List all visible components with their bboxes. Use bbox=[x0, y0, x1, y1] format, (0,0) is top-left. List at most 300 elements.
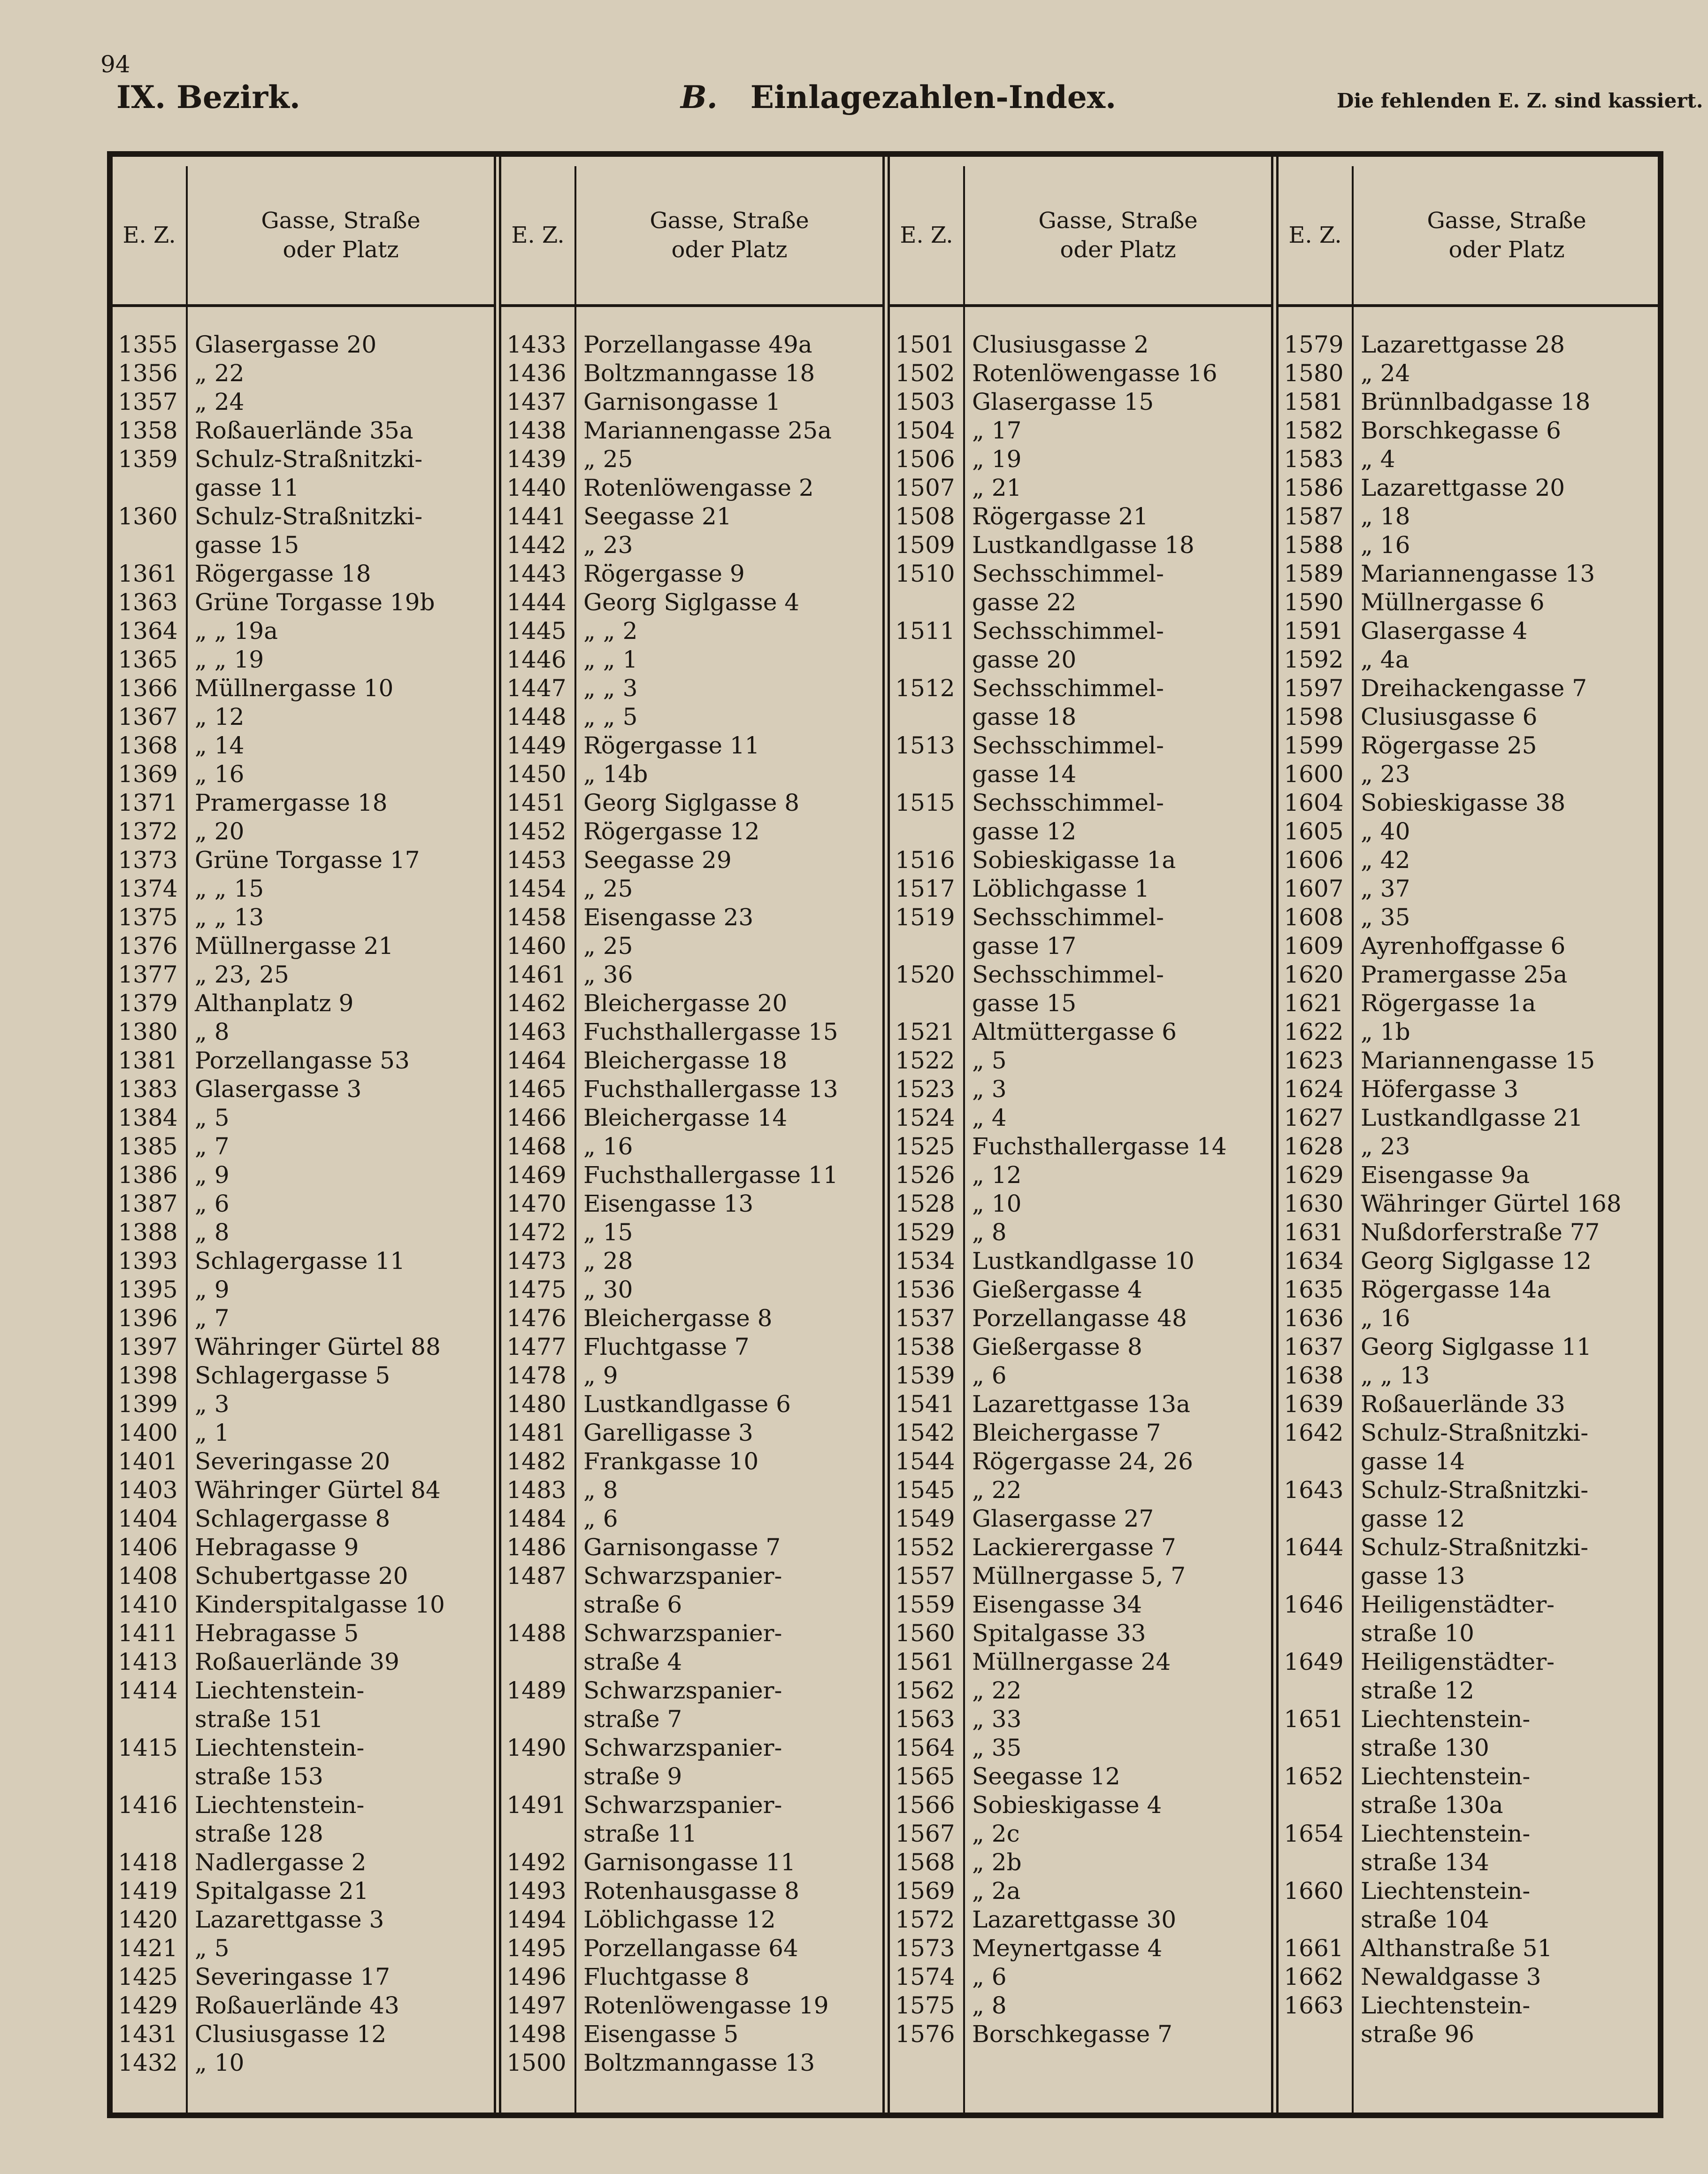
street-name: Lazarettgasse 28 bbox=[1361, 331, 1565, 358]
list-item bbox=[890, 1648, 1271, 1676]
street-name: „ 1 bbox=[195, 1419, 230, 1446]
ez-number: 1440 bbox=[506, 474, 567, 501]
street-name: Sechsschimmel- gasse 18 bbox=[972, 675, 1164, 730]
list-item bbox=[501, 1333, 882, 1361]
street-name: Bleichergasse 14 bbox=[583, 1104, 788, 1131]
list-item bbox=[1279, 359, 1660, 388]
list-item bbox=[1279, 1075, 1660, 1104]
list-item bbox=[113, 1218, 494, 1247]
list-item bbox=[890, 474, 1271, 502]
list-item bbox=[113, 388, 494, 416]
street-name: „ 16 bbox=[1361, 531, 1410, 559]
list-item bbox=[113, 1046, 494, 1075]
list-item bbox=[501, 1275, 882, 1304]
street-name: „ 5 bbox=[195, 1935, 230, 1962]
list-item bbox=[113, 645, 494, 674]
street-name: „ 6 bbox=[195, 1190, 230, 1217]
ez-number: 1651 bbox=[1284, 1705, 1344, 1733]
ez-number: 1460 bbox=[506, 932, 567, 960]
street-name: Liechtenstein- straße 151 bbox=[195, 1677, 365, 1733]
street-name: Althanplatz 9 bbox=[195, 990, 354, 1017]
list-item bbox=[1279, 560, 1660, 588]
list-item bbox=[1279, 1275, 1660, 1304]
list-item bbox=[113, 330, 494, 359]
list-item bbox=[890, 875, 1271, 903]
list-item bbox=[890, 1447, 1271, 1476]
list-item bbox=[113, 1247, 494, 1275]
list-item bbox=[1279, 1190, 1660, 1218]
ez-number: 1477 bbox=[506, 1333, 567, 1360]
street-name: „ 22 bbox=[972, 1677, 1022, 1704]
ez-number: 1439 bbox=[506, 446, 567, 473]
street-name: „ 15 bbox=[583, 1219, 633, 1246]
list-item bbox=[1279, 1963, 1660, 1991]
ez-number: 1508 bbox=[895, 503, 955, 530]
street-name: Löblichgasse 1 bbox=[972, 875, 1149, 902]
list-item bbox=[113, 875, 494, 903]
street-name: Porzellangasse 64 bbox=[583, 1935, 798, 1962]
list-item bbox=[1279, 1390, 1660, 1419]
list-item bbox=[890, 1075, 1271, 1104]
list-item bbox=[1279, 330, 1660, 359]
street-name: „ 9 bbox=[195, 1161, 230, 1189]
street-name: Schulz-Straßnitzki- gasse 13 bbox=[1361, 1534, 1589, 1590]
ez-number: 1576 bbox=[895, 2020, 955, 2048]
street-name: Sobieskigasse 4 bbox=[972, 1791, 1162, 1819]
list-item bbox=[890, 1562, 1271, 1590]
ez-number: 1608 bbox=[1284, 904, 1344, 931]
street-name: „ 24 bbox=[1361, 360, 1410, 387]
ez-number: 1521 bbox=[895, 1018, 955, 1045]
ez-number: 1510 bbox=[895, 560, 955, 587]
ez-number: 1481 bbox=[506, 1419, 567, 1446]
list-item bbox=[501, 1132, 882, 1161]
ez-number: 1562 bbox=[895, 1677, 955, 1704]
street-name: Sechsschimmel- gasse 17 bbox=[972, 904, 1164, 960]
ez-number: 1520 bbox=[895, 961, 955, 988]
list-item bbox=[113, 1963, 494, 1991]
ez-number: 1433 bbox=[506, 331, 567, 358]
list-item bbox=[501, 703, 882, 731]
ez-number: 1482 bbox=[506, 1448, 567, 1475]
street-name: Sechsschimmel- gasse 15 bbox=[972, 961, 1164, 1017]
street-name: „ 9 bbox=[195, 1276, 230, 1303]
list-item bbox=[501, 1247, 882, 1275]
list-item bbox=[890, 1791, 1271, 1820]
list-item bbox=[501, 1562, 882, 1619]
ez-number: 1561 bbox=[895, 1648, 955, 1675]
street-name: „ 6 bbox=[972, 1963, 1007, 1990]
street-name: Hebragasse 5 bbox=[195, 1620, 359, 1647]
ez-number: 1466 bbox=[506, 1104, 567, 1131]
ez-number: 1541 bbox=[895, 1390, 955, 1418]
list-item bbox=[501, 588, 882, 617]
list-item bbox=[1279, 846, 1660, 875]
street-name: Glasergasse 15 bbox=[972, 388, 1154, 415]
ez-number: 1388 bbox=[118, 1219, 178, 1246]
street-name: Seegasse 12 bbox=[972, 1763, 1120, 1790]
street-name: Clusiusgasse 12 bbox=[195, 2020, 387, 2048]
ez-number: 1451 bbox=[506, 789, 567, 816]
street-name: Fluchtgasse 8 bbox=[583, 1963, 750, 1990]
ez-number: 1622 bbox=[1284, 1018, 1344, 1045]
street-name: Boltzmanngasse 18 bbox=[583, 360, 815, 387]
street-name: Liechtenstein- straße 134 bbox=[1361, 1820, 1531, 1876]
ez-number: 1448 bbox=[506, 703, 567, 730]
street-name: Rotenlöwengasse 16 bbox=[972, 360, 1218, 387]
street-name: Gießergasse 4 bbox=[972, 1276, 1142, 1303]
street-name: Währinger Gürtel 84 bbox=[195, 1476, 441, 1504]
section-divider bbox=[494, 157, 501, 2113]
list-item bbox=[1279, 674, 1660, 703]
ez-number: 1469 bbox=[506, 1161, 567, 1189]
ez-number: 1396 bbox=[118, 1305, 178, 1332]
ez-number: 1522 bbox=[895, 1047, 955, 1074]
column-header-ez: E. Z. bbox=[501, 166, 576, 304]
list-item bbox=[113, 1161, 494, 1190]
street-name: Höfergasse 3 bbox=[1361, 1075, 1519, 1103]
list-item bbox=[113, 1476, 494, 1505]
list-item bbox=[113, 1562, 494, 1590]
street-name: „ 2c bbox=[972, 1820, 1020, 1847]
ez-number: 1372 bbox=[118, 818, 178, 845]
street-name: Rögergasse 18 bbox=[195, 560, 371, 587]
list-item bbox=[1279, 760, 1660, 789]
street-name: Schlagergasse 11 bbox=[195, 1247, 405, 1275]
street-name: Lustkandlgasse 21 bbox=[1361, 1104, 1583, 1131]
list-item bbox=[113, 1991, 494, 2020]
list-item bbox=[1279, 617, 1660, 645]
list-item bbox=[113, 1190, 494, 1218]
list-item bbox=[113, 731, 494, 760]
street-name: „ „ 3 bbox=[583, 675, 638, 702]
list-item bbox=[113, 1333, 494, 1361]
street-name: Schlagergasse 5 bbox=[195, 1362, 391, 1389]
list-item bbox=[113, 1104, 494, 1132]
ez-number: 1501 bbox=[895, 331, 955, 358]
list-item bbox=[1279, 1762, 1660, 1820]
table-section bbox=[1279, 157, 1660, 2113]
list-item bbox=[890, 846, 1271, 875]
ez-number: 1524 bbox=[895, 1104, 955, 1131]
list-item bbox=[501, 2020, 882, 2049]
list-item bbox=[890, 617, 1271, 674]
list-item bbox=[501, 875, 882, 903]
ez-number: 1419 bbox=[118, 1877, 178, 1905]
ez-number: 1472 bbox=[506, 1219, 567, 1246]
ez-number: 1413 bbox=[118, 1648, 178, 1675]
street-name: Müllnergasse 6 bbox=[1361, 589, 1545, 616]
list-item bbox=[1279, 703, 1660, 731]
list-item bbox=[1279, 531, 1660, 560]
list-item bbox=[501, 1447, 882, 1476]
street-name: Rotenhausgasse 8 bbox=[583, 1877, 799, 1905]
street-name: „ 8 bbox=[583, 1476, 618, 1504]
street-name: „ 8 bbox=[972, 1992, 1007, 2019]
street-name: Clusiusgasse 2 bbox=[972, 331, 1149, 358]
list-item bbox=[501, 560, 882, 588]
index-table bbox=[107, 151, 1663, 2118]
ez-number: 1575 bbox=[895, 1992, 955, 2019]
section-heading bbox=[681, 79, 1116, 115]
ez-number: 1450 bbox=[506, 761, 567, 788]
ez-number: 1395 bbox=[118, 1276, 178, 1303]
list-item bbox=[890, 1934, 1271, 1963]
ez-number: 1385 bbox=[118, 1133, 178, 1160]
ez-number: 1581 bbox=[1284, 388, 1344, 415]
ez-number: 1397 bbox=[118, 1333, 178, 1360]
ez-number: 1572 bbox=[895, 1906, 955, 1933]
list-item bbox=[113, 1075, 494, 1104]
street-name: Rotenlöwengasse 2 bbox=[583, 474, 814, 501]
list-item bbox=[1279, 588, 1660, 617]
ez-number: 1586 bbox=[1284, 474, 1344, 501]
ez-number: 1644 bbox=[1284, 1534, 1344, 1561]
ez-number: 1374 bbox=[118, 875, 178, 902]
list-item bbox=[1279, 903, 1660, 932]
ez-number: 1583 bbox=[1284, 446, 1344, 473]
ez-number: 1609 bbox=[1284, 932, 1344, 960]
list-item bbox=[501, 1676, 882, 1734]
ez-number: 1355 bbox=[118, 331, 178, 358]
street-name: „ 35 bbox=[1361, 904, 1410, 931]
street-name: Roßauerlände 43 bbox=[195, 1992, 399, 2019]
street-name: „ 5 bbox=[972, 1047, 1007, 1074]
ez-number: 1488 bbox=[506, 1620, 567, 1647]
list-item bbox=[113, 703, 494, 731]
ez-number: 1441 bbox=[506, 503, 567, 530]
list-item bbox=[1279, 1590, 1660, 1648]
list-item bbox=[113, 674, 494, 703]
street-name: Brünnlbadgasse 18 bbox=[1361, 388, 1591, 415]
list-item bbox=[113, 359, 494, 388]
list-item bbox=[1279, 474, 1660, 502]
street-name: „ 22 bbox=[972, 1476, 1022, 1504]
list-item bbox=[1279, 960, 1660, 989]
street-name: „ 22 bbox=[195, 360, 245, 387]
street-name: Roßauerlände 35a bbox=[195, 417, 414, 444]
list-item bbox=[1279, 731, 1660, 760]
list-item bbox=[890, 903, 1271, 960]
ez-number: 1489 bbox=[506, 1677, 567, 1704]
street-name: Borschkegasse 6 bbox=[1361, 417, 1561, 444]
ez-number: 1636 bbox=[1284, 1305, 1344, 1332]
list-item bbox=[113, 1619, 494, 1648]
street-name: Rögergasse 25 bbox=[1361, 732, 1537, 759]
street-name: Georg Siglgasse 12 bbox=[1361, 1247, 1592, 1275]
section-title: Einlagezahlen-Index. bbox=[750, 79, 1117, 115]
ez-number: 1545 bbox=[895, 1476, 955, 1504]
ez-number: 1367 bbox=[118, 703, 178, 730]
street-name: Müllnergasse 5, 7 bbox=[972, 1562, 1186, 1590]
ez-number: 1463 bbox=[506, 1018, 567, 1045]
street-name: Spitalgasse 33 bbox=[972, 1620, 1146, 1647]
street-name: Schulz-Straßnitzki- gasse 15 bbox=[195, 503, 423, 559]
ez-number: 1627 bbox=[1284, 1104, 1344, 1131]
street-name: Schwarzspanier- straße 11 bbox=[583, 1791, 782, 1847]
ez-number: 1398 bbox=[118, 1362, 178, 1389]
ez-number: 1573 bbox=[895, 1935, 955, 1962]
street-name: „ 8 bbox=[195, 1018, 230, 1045]
street-name: „ 14 bbox=[195, 732, 245, 759]
ez-number: 1420 bbox=[118, 1906, 178, 1933]
ez-number: 1496 bbox=[506, 1963, 567, 1990]
street-name: Roßauerlände 33 bbox=[1361, 1390, 1565, 1418]
list-item bbox=[501, 531, 882, 560]
list-item bbox=[1279, 445, 1660, 474]
ez-number: 1406 bbox=[118, 1534, 178, 1561]
street-name: „ 12 bbox=[195, 703, 245, 730]
list-item bbox=[1279, 1304, 1660, 1333]
list-item bbox=[1279, 989, 1660, 1018]
list-item bbox=[890, 1361, 1271, 1390]
ez-number: 1365 bbox=[118, 646, 178, 673]
street-name: „ 23 bbox=[1361, 761, 1410, 788]
ez-number: 1592 bbox=[1284, 646, 1344, 673]
street-name: Glasergasse 27 bbox=[972, 1505, 1154, 1532]
cancelled-note: Die fehlenden E. Z. sind kassiert. bbox=[1337, 89, 1703, 112]
street-name: Lazarettgasse 13a bbox=[972, 1390, 1190, 1418]
street-name: Schulz-Straßnitzki- gasse 14 bbox=[1361, 1419, 1589, 1475]
list-item bbox=[890, 1505, 1271, 1533]
street-name: Liechtenstein- straße 104 bbox=[1361, 1877, 1531, 1933]
ez-number: 1432 bbox=[118, 2049, 178, 2076]
street-name: Nadlergasse 2 bbox=[195, 1849, 367, 1876]
ez-number: 1663 bbox=[1284, 1992, 1344, 2019]
list-item bbox=[1279, 1705, 1660, 1762]
list-item bbox=[113, 1590, 494, 1619]
ez-number: 1484 bbox=[506, 1505, 567, 1532]
street-name: „ 30 bbox=[583, 1276, 633, 1303]
ez-number: 1491 bbox=[506, 1791, 567, 1819]
ez-number: 1446 bbox=[506, 646, 567, 673]
street-name: Währinger Gürtel 168 bbox=[1361, 1190, 1622, 1217]
ez-number: 1544 bbox=[895, 1448, 955, 1475]
street-name: Liechtenstein- straße 153 bbox=[195, 1734, 365, 1790]
ez-number: 1476 bbox=[506, 1305, 567, 1332]
ez-number: 1652 bbox=[1284, 1763, 1344, 1790]
list-item bbox=[890, 1705, 1271, 1734]
ez-number: 1569 bbox=[895, 1877, 955, 1905]
street-name: „ 3 bbox=[972, 1075, 1007, 1103]
street-name: Schwarzspanier- straße 7 bbox=[583, 1677, 782, 1733]
ez-number: 1447 bbox=[506, 675, 567, 702]
ez-number: 1363 bbox=[118, 589, 178, 616]
ez-number: 1361 bbox=[118, 560, 178, 587]
street-name: „ 21 bbox=[972, 474, 1022, 501]
list-item bbox=[890, 2020, 1271, 2049]
list-item bbox=[1279, 1104, 1660, 1132]
ez-number: 1537 bbox=[895, 1305, 955, 1332]
ez-number: 1373 bbox=[118, 846, 178, 874]
street-name: Schwarzspanier- straße 6 bbox=[583, 1562, 782, 1618]
ez-number: 1513 bbox=[895, 732, 955, 759]
ez-number: 1587 bbox=[1284, 503, 1344, 530]
ez-number: 1393 bbox=[118, 1247, 178, 1275]
street-name: Fuchsthallergasse 11 bbox=[583, 1161, 838, 1189]
street-name: Schulz-Straßnitzki- gasse 12 bbox=[1361, 1476, 1589, 1532]
street-name: „ 20 bbox=[195, 818, 245, 845]
street-name: Garnisongasse 7 bbox=[583, 1534, 781, 1561]
list-item bbox=[501, 617, 882, 645]
street-name: Severingasse 20 bbox=[195, 1448, 391, 1475]
street-name: „ 25 bbox=[583, 875, 633, 902]
street-name: Lustkandlgasse 18 bbox=[972, 531, 1195, 559]
street-name: „ 42 bbox=[1361, 846, 1410, 874]
ez-number: 1588 bbox=[1284, 531, 1344, 559]
street-name: Fluchtgasse 7 bbox=[583, 1333, 750, 1360]
list-item bbox=[113, 502, 494, 560]
list-item bbox=[501, 1390, 882, 1419]
list-item bbox=[501, 846, 882, 875]
list-item bbox=[890, 1590, 1271, 1619]
street-name: Bleichergasse 7 bbox=[972, 1419, 1161, 1446]
ez-number: 1628 bbox=[1284, 1133, 1344, 1160]
ez-number: 1403 bbox=[118, 1476, 178, 1504]
list-item bbox=[501, 1419, 882, 1447]
ez-number: 1408 bbox=[118, 1562, 178, 1590]
ez-number: 1401 bbox=[118, 1448, 178, 1475]
list-item bbox=[501, 1476, 882, 1505]
street-name: Meynertgasse 4 bbox=[972, 1935, 1163, 1962]
list-item bbox=[113, 760, 494, 789]
street-name: Glasergasse 20 bbox=[195, 331, 377, 358]
table-section bbox=[890, 157, 1271, 2113]
street-name: Sobieskigasse 38 bbox=[1361, 789, 1566, 816]
street-name: Georg Siglgasse 11 bbox=[1361, 1333, 1592, 1360]
street-name: Rögergasse 11 bbox=[583, 732, 760, 759]
ez-number: 1462 bbox=[506, 990, 567, 1017]
list-item bbox=[890, 789, 1271, 846]
street-name: Lackierergasse 7 bbox=[972, 1534, 1176, 1561]
street-name: Hebragasse 9 bbox=[195, 1534, 359, 1561]
street-name: Clusiusgasse 6 bbox=[1361, 703, 1538, 730]
list-item bbox=[501, 932, 882, 960]
ez-number: 1416 bbox=[118, 1791, 178, 1819]
ez-number: 1582 bbox=[1284, 417, 1344, 444]
ez-number: 1486 bbox=[506, 1534, 567, 1561]
list-item bbox=[113, 1791, 494, 1848]
list-item bbox=[1279, 1333, 1660, 1361]
list-item bbox=[113, 1419, 494, 1447]
street-name: „ „ 19 bbox=[195, 646, 264, 673]
street-name: Müllnergasse 10 bbox=[195, 675, 394, 702]
ez-number: 1591 bbox=[1284, 617, 1344, 645]
street-name: „ 7 bbox=[195, 1133, 230, 1160]
ez-number: 1468 bbox=[506, 1133, 567, 1160]
street-name: „ „ 13 bbox=[195, 904, 264, 931]
ez-number: 1445 bbox=[506, 617, 567, 645]
street-name: Eisengasse 13 bbox=[583, 1190, 754, 1217]
ez-number: 1461 bbox=[506, 961, 567, 988]
street-name: „ „ 19a bbox=[195, 617, 278, 645]
ez-number: 1574 bbox=[895, 1963, 955, 1990]
list-item bbox=[501, 1734, 882, 1791]
street-name: Rögergasse 12 bbox=[583, 818, 760, 845]
column-header bbox=[1279, 166, 1660, 307]
street-name: Pramergasse 25a bbox=[1361, 961, 1568, 988]
column-header-ez: E. Z. bbox=[1279, 166, 1354, 304]
ez-number: 1599 bbox=[1284, 732, 1344, 759]
list-item bbox=[113, 1934, 494, 1963]
list-item bbox=[501, 1533, 882, 1562]
street-name: „ 16 bbox=[583, 1133, 633, 1160]
ez-number: 1509 bbox=[895, 531, 955, 559]
street-name: Sechsschimmel- gasse 22 bbox=[972, 560, 1164, 616]
street-name: „ 5 bbox=[195, 1104, 230, 1131]
ez-number: 1452 bbox=[506, 818, 567, 845]
ez-number: 1515 bbox=[895, 789, 955, 816]
